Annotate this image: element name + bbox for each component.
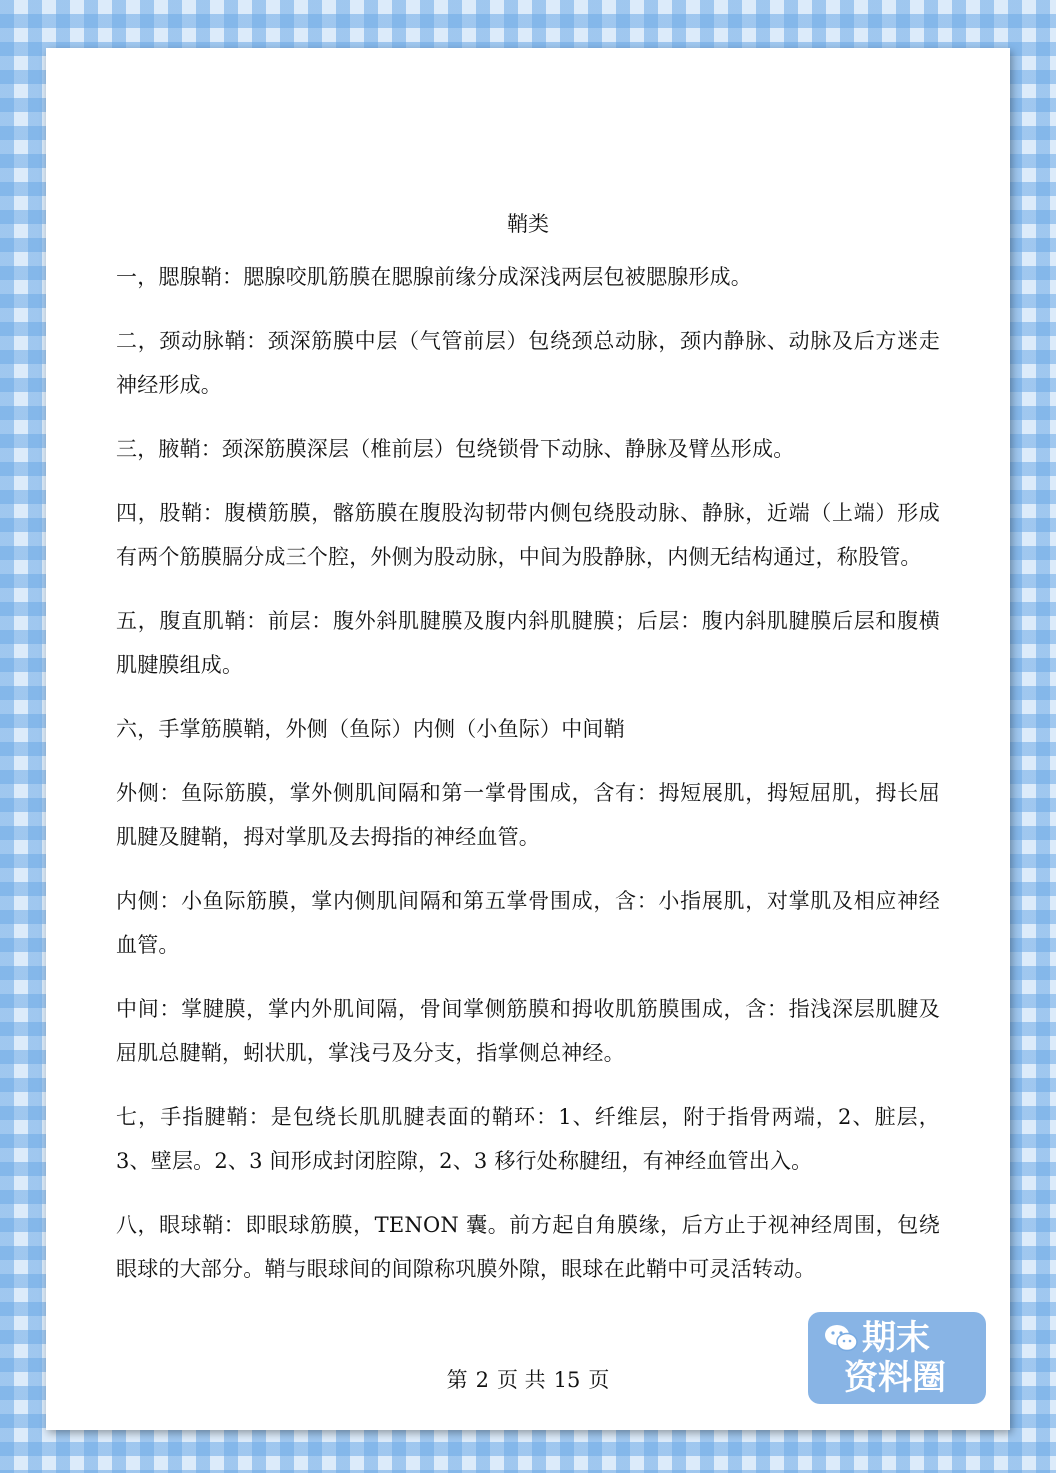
paragraph-4: 四，股鞘：腹横筋膜，髂筋膜在腹股沟韧带内侧包绕股动脉、静脉，近端（上端）形成有两个筋膜膈分成三个腔，外侧为股动脉，中间为股静脉，内侧无结构通过，称股管。	[116, 501, 940, 569]
wechat-icon	[824, 1323, 858, 1353]
document-title: 鞘类	[507, 212, 549, 236]
footer-middle: 页 共	[496, 1368, 546, 1392]
paragraph-1: 一，腮腺鞘：腮腺咬肌筋膜在腮腺前缘分成深浅两层包被腮腺形成。	[116, 265, 752, 289]
paragraph-2: 二，颈动脉鞘：颈深筋膜中层（气管前层）包绕颈总动脉，颈内静脉、动脉及后方迷走神经形成。	[116, 329, 940, 397]
paragraph-11: 八，眼球鞘：即眼球筋膜，TENON 囊。前方起自角膜缘，后方止于视神经周围，包绕眼球的大部分。鞘与眼球间的间隙称巩膜外隙，眼球在此鞘中可灵活转动。	[116, 1213, 940, 1281]
watermark-line1: 期末	[862, 1318, 930, 1358]
footer-prefix: 第	[446, 1368, 468, 1392]
watermark-line2: 资料圈	[844, 1358, 946, 1398]
paragraph-5: 五，腹直肌鞘：前层：腹外斜肌腱膜及腹内斜肌腱膜；后层：腹内斜肌腱膜后层和腹横肌腱膜组成。	[116, 609, 940, 677]
document-body	[116, 255, 940, 1311]
paragraph-10: 七，手指腱鞘：是包绕长肌肌腱表面的鞘环：1、纤维层，附于指骨两端，2、脏层，3、壁层。2、3 间形成封闭腔隙，2、3 移行处称腱纽，有神经血管出入。	[116, 1105, 940, 1173]
footer-total: 15	[553, 1368, 581, 1392]
footer-page: 2	[475, 1368, 489, 1392]
paragraph-8: 内侧：小鱼际筋膜，掌内侧肌间隔和第五掌骨围成，含：小指展肌，对掌肌及相应神经血管。	[116, 889, 940, 957]
paragraph-6: 六，手掌筋膜鞘，外侧（鱼际）内侧（小鱼际）中间鞘	[116, 717, 625, 741]
footer-suffix: 页	[588, 1368, 610, 1392]
watermark-logo	[808, 1312, 986, 1404]
paragraph-7: 外侧：鱼际筋膜，掌外侧肌间隔和第一掌骨围成，含有：拇短展肌，拇短屈肌，拇长屈肌腱及腱鞘，拇对掌肌及去拇指的神经血管。	[116, 781, 940, 849]
paragraph-3: 三，腋鞘：颈深筋膜深层（椎前层）包绕锁骨下动脉、静脉及臂丛形成。	[116, 437, 795, 461]
document-page	[46, 48, 1010, 1430]
paragraph-9: 中间：掌腱膜，掌内外肌间隔，骨间掌侧筋膜和拇收肌筋膜围成，含：指浅深层肌腱及屈肌总腱鞘，蚓状肌，掌浅弓及分支，指掌侧总神经。	[116, 997, 940, 1065]
